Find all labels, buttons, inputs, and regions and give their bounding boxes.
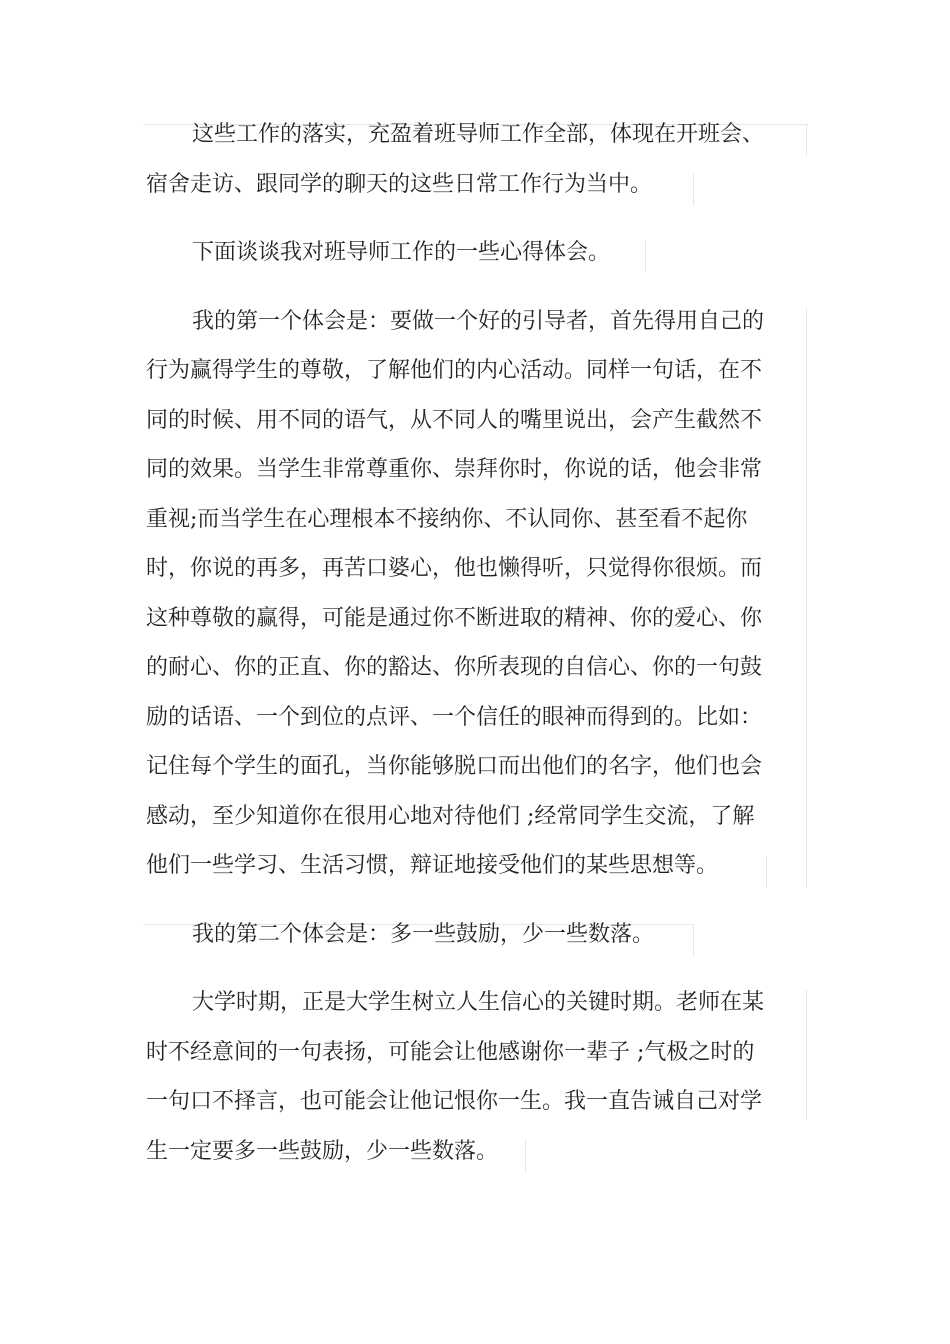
paragraph-3 — [146, 297, 808, 891]
text-line: 一句口不择言，也可能会让他记恨你一生。我一直告诫自己对学 — [146, 1089, 763, 1114]
paragraph-2 — [146, 228, 808, 278]
text-line: 我的第二个体会是：多一些鼓励，少一些数落。 — [192, 921, 655, 947]
paragraph-4 — [146, 910, 808, 960]
text-line: 他们一些学习、生活习惯，辩证地接受他们的某些思想等。 — [146, 853, 719, 878]
text-line: 下面谈谈我对班导师工作的一些心得体会。 — [192, 240, 611, 265]
text-line: 励的话语、一个到位的点评、一个信任的眼神而得到的。比如： — [146, 704, 763, 730]
text-line: 大学时期，正是大学生树立人生信心的关键时期。老师在某 — [192, 990, 765, 1015]
paragraph-5 — [146, 978, 808, 1176]
document-body — [146, 110, 808, 1176]
text-line: 这种尊敬的赢得，可能是通过你不断进取的精神、你的爱心、你 — [146, 605, 763, 631]
text-line: 这些工作的落实，充盈着班导师工作全部，体现在开班会、 — [192, 122, 765, 147]
text-line: 同的效果。当学生非常尊重你、崇拜你时，你说的话，他会非常 — [146, 457, 763, 482]
text-line: 的耐心、你的正直、你的豁达、你所表现的自信心、你的一句鼓 — [146, 655, 763, 680]
text-line: 生一定要多一些鼓励，少一些数落。 — [146, 1138, 499, 1164]
paragraph-1 — [146, 110, 808, 209]
text-line: 同的时候、用不同的语气，从不同人的嘴里说出，会产生截然不 — [146, 407, 763, 433]
text-line: 时不经意间的一句表扬，可能会让他感谢你一辈子 ;气极之时的 — [146, 1039, 755, 1065]
text-line: 时，你说的再多，再苦口婆心，他也懒得听，只觉得你很烦。而 — [146, 556, 763, 581]
text-line: 重视;而当学生在心理根本不接纳你、不认同你、甚至看不起你 — [146, 506, 748, 532]
text-line: 宿舍走访、跟同学的聊天的这些日常工作行为当中。 — [146, 171, 653, 197]
text-line: 我的第一个体会是：要做一个好的引导者，首先得用自己的 — [192, 308, 765, 334]
text-line: 记住每个学生的面孔，当你能够脱口而出他们的名字，他们也会 — [146, 754, 763, 779]
text-line: 感动，至少知道你在很用心地对待他们 ;经常同学生交流，了解 — [146, 803, 755, 829]
text-line: 行为赢得学生的尊敬，了解他们的内心活动。同样一句话，在不 — [146, 358, 763, 383]
